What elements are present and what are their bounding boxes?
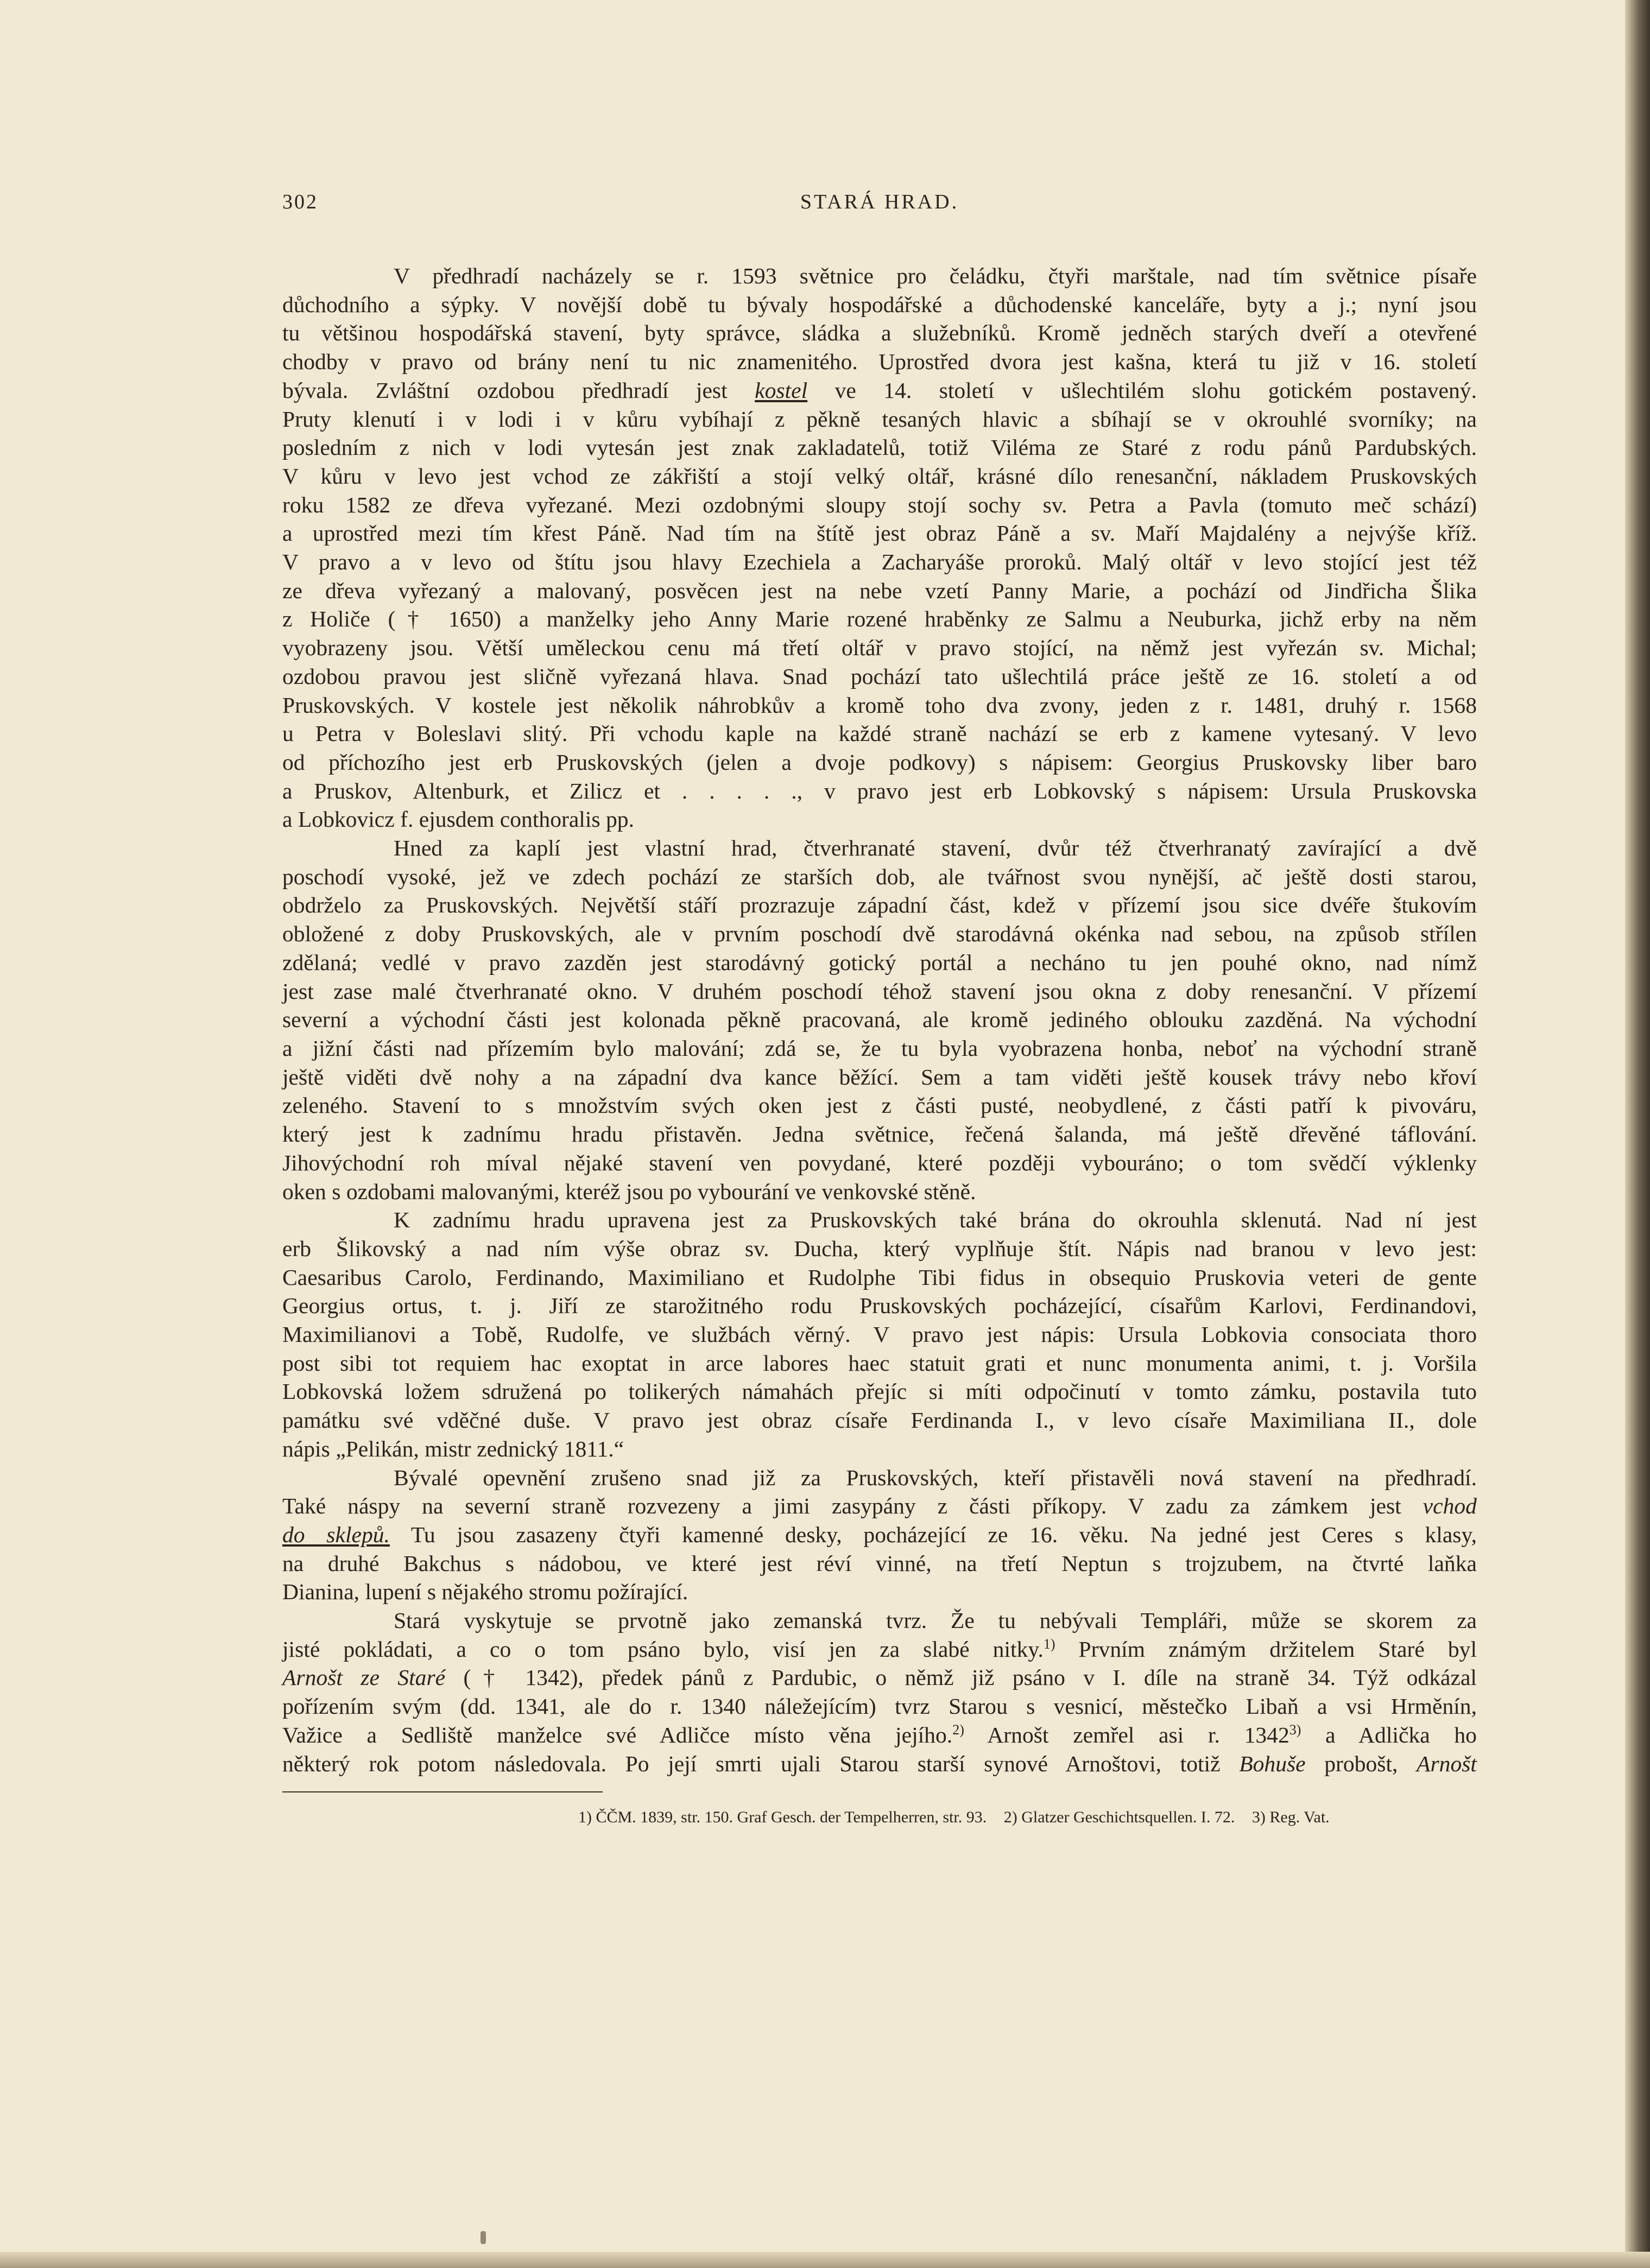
text-line: některý rok potom následovala. Po její smrti ujali Starou starší synové Arnoštovi, totiž Bohuše probošt, Arnošt bbox=[282, 1751, 1477, 1776]
text-line: tu většinou hospodářská stavení, byty správce, sládka a služebníků. Kromě jedněch starých dveří a otevřené bbox=[282, 320, 1477, 346]
italic-term: kostel bbox=[755, 377, 808, 403]
text-line: Maximilianovi a Tobě, Rudolfe, ve službách věrný. V pravo jest nápis: Ursula Lobkovia consociata thoro bbox=[282, 1322, 1477, 1347]
text-line: Važice a Sedliště manželce své Adličce místo věna jejího.$^{2)}$ Arnošt zemřel asi r. 1342$^{3)}$ a Adlička ho bbox=[282, 1722, 1477, 1747]
text-line: Pruskovských. V kostele jest několik náhrobkův a kromě toho dva zvony, jeden z r. 1481, druhý r. 1568 bbox=[282, 692, 1477, 718]
text-line: památku své vděčné duše. V pravo jest obraz císaře Ferdinanda I., v levo císaře Maximiliana II., dole bbox=[282, 1408, 1477, 1433]
text-line: nápis „Pelikán, mistr zednický 1811.“ bbox=[282, 1436, 624, 1461]
text-line: Caesaribus Carolo, Ferdinando, Maximiliano et Rudolphe Tibi fidus in obsequio Pruskovia veteri de gente bbox=[282, 1264, 1477, 1290]
text-line: V pravo a v levo od štítu jsou hlavy Ezechiela a Zacharyáše proroků. Malý oltář v levo stojící jest též bbox=[282, 549, 1477, 575]
page-number: 302 bbox=[282, 191, 318, 213]
text-line: z Holiče († 1650) a manželky jeho Anny Marie rozené hraběnky ze Salmu a Neuburka, jichž erby na něm bbox=[282, 606, 1477, 632]
text-line: ještě viděti dvě nohy a na západní dva kance běžící. Sem a tam viděti ještě kousek trávy nebo křoví bbox=[282, 1064, 1477, 1089]
footnote-ref[interactable]: 2) bbox=[952, 1722, 964, 1738]
text-line: ozdobou pravou jest sličně vyřezaná hlava. Snad pochází tato ušlechtilá práce ještě ze 16. století a od bbox=[282, 663, 1477, 689]
body-text bbox=[282, 262, 1477, 1778]
text-line: ze dřeva vyřezaný a malovaný, posvěcen jest na nebe vzetí Panny Marie, a pochází od Jindřicha Šlika bbox=[282, 578, 1477, 603]
text-line: Hned za kaplí jest vlastní hrad, čtverhranaté stavení, dvůr též čtverhranatý zavírající a dvě bbox=[394, 835, 1477, 861]
text-line: a uprostřed mezi tím křest Páně. Nad tím na štítě jest obraz Páně a sv. Maří Majdalény a nejvýše kříž. bbox=[282, 521, 1477, 546]
text-line: Jihovýchodní roh míval nějaké stavení ven povydané, které později vybouráno; o tom svědčí výklenky bbox=[282, 1150, 1477, 1175]
text-line: důchodního a sýpky. V novější době tu bývaly hospodářské a důchodenské kanceláře, byty a j.; nyní jsou bbox=[282, 292, 1477, 317]
italic-term: Arnošt ze Staré bbox=[282, 1665, 446, 1690]
footnote-1: 1) ČČM. 1839, str. 150. Graf Gesch. der Tempelherren, str. 93. bbox=[578, 1808, 987, 1827]
text-line: zdělaná; vedlé v pravo zazděn jest starodávný gotický portál a necháno tu jen pouhé okno, nad nímž bbox=[282, 949, 1477, 975]
text-line: Také náspy na severní straně rozvezeny a jimi zasypány z části příkopy. V zadu za zámkem jest vchod bbox=[282, 1493, 1477, 1519]
paragraph-3 bbox=[282, 1206, 1477, 1463]
text-line: post sibi tot requiem hac exoptat in arce labores haec statuit grati et nunc monumenta animi, t. j. Voršila bbox=[282, 1350, 1477, 1376]
footnotes bbox=[282, 1808, 1477, 1827]
text-line: u Petra v Boleslavi slitý. Při vchodu kaple na každé straně nachází se erb z kamene vytesaný. V levo bbox=[282, 721, 1477, 746]
text-line: vyobrazeny jsou. Větší uměleckou cenu má třetí oltář v pravo stojící, na němž jest vyřezán sv. Michal; bbox=[282, 635, 1477, 661]
text-line: erb Šlikovský a nad ním výše obraz sv. Ducha, který vyplňuje štít. Nápis nad branou v levo jest: bbox=[282, 1236, 1477, 1261]
text-line: a Lobkovicz f. ejusdem conthoralis pp. bbox=[282, 807, 634, 832]
text-line: pořízením svým (dd. 1341, ale do r. 1340 náležejícím) tvrz Starou s vesnicí, městečko Libaň a vsi Hrměnín, bbox=[282, 1694, 1477, 1719]
text-line: a jižní části nad přízemím bylo malování; zdá se, že tu byla vyobrazena honba, neboť na východní straně bbox=[282, 1035, 1477, 1061]
italic-term: vchod bbox=[1423, 1493, 1477, 1519]
paragraph-1 bbox=[282, 262, 1477, 834]
page-header bbox=[282, 190, 1477, 223]
paragraph-5 bbox=[282, 1606, 1477, 1778]
italic-term: Arnošt bbox=[1417, 1751, 1477, 1776]
text-line: jest zase malé čtverhranaté okno. V druhém poschodí téhož stavení jsou okna z doby renesanční. V přízemí bbox=[282, 978, 1477, 1004]
footnote-3: 3) Reg. Vat. bbox=[1251, 1808, 1330, 1827]
text-line: severní a východní části jest kolonada pěkně pracovaná, ale kromě jediného oblouku zazděná. Na východní bbox=[282, 1007, 1477, 1032]
page-content bbox=[282, 190, 1477, 1827]
text-line: V předhradí nacházely se r. 1593 světnice pro čeládku, čtyři marštale, nad tím světnice písaře bbox=[394, 263, 1477, 288]
italic-term: do sklepů. bbox=[282, 1522, 390, 1547]
text-line: Pruty klenutí i v lodi i v kůru vybíhají z pěkně tesaných hlavic a sbíhají se v okrouhlé svorníky; na bbox=[282, 406, 1477, 432]
page-bottom-edge bbox=[0, 2252, 1650, 2268]
text-line: obložené z doby Pruskovských, ale v prvním poschodí dvě starodávná okénka nad sebou, na způsob střílen bbox=[282, 921, 1477, 947]
text-line: Dianina, lupení s nějakého stromu požírající. bbox=[282, 1579, 688, 1605]
running-head: STARÁ HRAD. bbox=[800, 191, 959, 213]
text-line: a Pruskov, Altenburk, et Zilicz et . . . . ., v pravo jest erb Lobkovský s nápisem: Ursula Pruskovska bbox=[282, 778, 1477, 803]
text-line: na druhé Bakchus s nádobou, ve které jest réví vinné, na třetí Neptun s trojzubem, na čtvrté laňka bbox=[282, 1550, 1477, 1576]
text-line: oken s ozdobami malovanými, kteréž jsou po vybourání ve venkovské stěně. bbox=[282, 1179, 976, 1204]
text-line: Lobkovská ložem sdružená po tolikerých námahách přejíc si míti odpočinutí v tomto zámku, postavila tuto bbox=[282, 1379, 1477, 1404]
text-line: roku 1582 ze dřeva vyřezané. Mezi ozdobnými sloupy stojí sochy sv. Petra a Pavla (tomuto meč schází) bbox=[282, 492, 1477, 517]
page-edge-shadow bbox=[1625, 0, 1650, 2268]
text-line: Stará vyskytuje se prvotně jako zemanská tvrz. Že tu nebývali Templáři, může se skorem za bbox=[394, 1608, 1477, 1633]
ink-smudge bbox=[481, 2231, 486, 2244]
text-line: zeleného. Stavení to s množstvím svých oken jest z části pusté, neobydlené, z části patří k pivováru, bbox=[282, 1093, 1477, 1118]
footnote-ref[interactable]: 1) bbox=[1043, 1636, 1055, 1652]
paragraph-4 bbox=[282, 1464, 1477, 1607]
italic-term: Bohuše bbox=[1239, 1751, 1306, 1776]
text-line: který jest k zadnímu hradu přistavěn. Jedna světnice, řečená šalanda, má ještě dřevěné táflování. bbox=[282, 1122, 1477, 1147]
text-line: bývala. Zvláštní ozdobou předhradí jest kostel ve 14. století v ušlechtilém slohu gotickém postavený. bbox=[282, 377, 1477, 403]
text-line: do sklepů. Tu jsou zasazeny čtyři kamenné desky, pocházející ze 16. věku. Na jedné jest Ceres s klasy, bbox=[282, 1522, 1477, 1547]
footnote-ref[interactable]: 3) bbox=[1289, 1722, 1301, 1738]
text-line: posledním z nich v lodi vytesán jest znak zakladatelů, totiž Viléma ze Staré z rodu pánů Pardubských. bbox=[282, 435, 1477, 460]
text-line: jisté pokládati, a co o tom psáno bylo, visí jen za slabé nitky.$^{1)}$ Prvním známým držitelem Staré byl bbox=[282, 1636, 1477, 1662]
text-line: poschodí vysoké, jež ve zdech pochází ze starších dob, ale tvářnost svou nynější, ač ještě dosti starou, bbox=[282, 864, 1477, 889]
paragraph-2 bbox=[282, 834, 1477, 1206]
text-line: Arnošt ze Staré († 1342), předek pánů z Pardubic, o němž již psáno v I. díle na straně 34. Týž odkázal bbox=[282, 1665, 1477, 1690]
footnote-divider bbox=[282, 1791, 603, 1792]
text-line: obdrželo za Pruskovských. Největší stáří prozrazuje západní část, kdež v přízemí jsou sice dvéře štukovím bbox=[282, 892, 1477, 918]
text-line: Georgius ortus, t. j. Jiří ze starožitného rodu Pruskovských pocházející, císařům Karlovi, Ferdinandovi, bbox=[282, 1293, 1477, 1319]
text-line: chodby v pravo od brány není tu nic znamenitého. Uprostřed dvora jest kašna, která tu již v 16. století bbox=[282, 349, 1477, 375]
text-line: K zadnímu hradu upravena jest za Pruskovských také brána do okrouhla sklenutá. Nad ní jest bbox=[394, 1207, 1477, 1233]
text-line: V kůru v levo jest vchod ze zákřiští a stojí velký oltář, krásné dílo renesanční, nákladem Pruskovských bbox=[282, 463, 1477, 489]
text-line: od příchozího jest erb Pruskovských (jelen a dvoje podkovy) s nápisem: Georgius Pruskovsky liber baro bbox=[282, 749, 1477, 775]
footnote-2: 2) Glatzer Geschichtsquellen. I. 72. bbox=[1003, 1808, 1235, 1827]
text-line: Bývalé opevnění zrušeno snad již za Pruskovských, kteří přistavěli nová stavení na předhradí. bbox=[394, 1465, 1477, 1490]
